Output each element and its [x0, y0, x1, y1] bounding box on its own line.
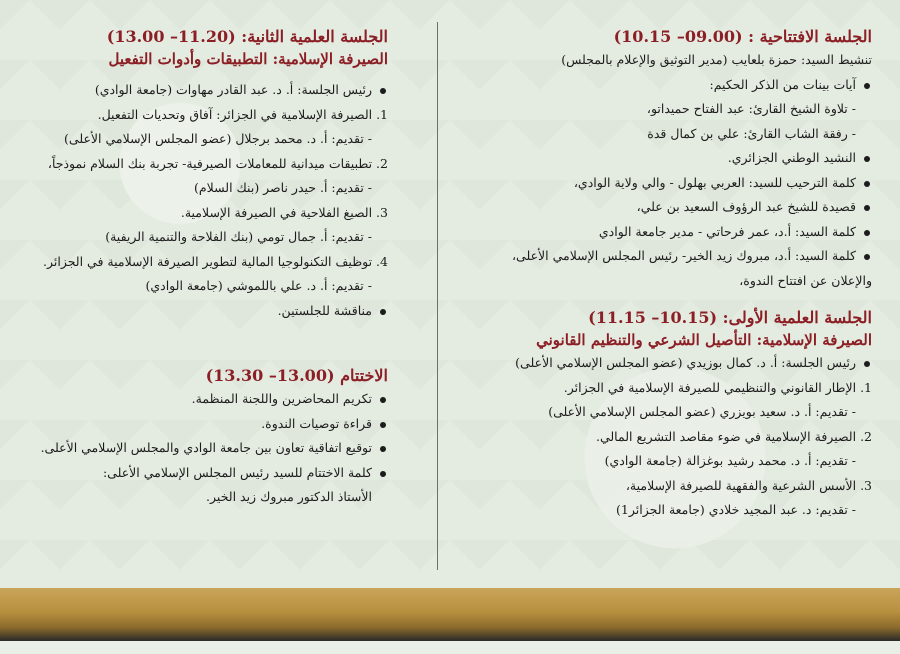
list-item: كلمة الترحيب للسيد: العربي بهلول - والي ولاية الوادي،: [472, 171, 872, 196]
list-item: قراءة توصيات الندوة.: [23, 412, 388, 437]
session1: [472, 307, 872, 523]
list-item: - تقديم: أ. د. علي باللموشي (جامعة الوادي): [145, 278, 372, 293]
list-item: كلمة السيد: أ.د، عمر فرحاتي - مدير جامعة الوادي: [472, 220, 872, 245]
list-item: - تقديم: أ. د. محمد رشيد بوغزالة (جامعة الوادي): [604, 453, 856, 468]
list-item: 1. الإطار القانوني والتنظيمي للصيرفة الإسلامية في الجزائر.: [563, 379, 872, 395]
session1-title: الجلسة العلمية الأولى: (10.15– 11.15): [588, 308, 872, 327]
footer-gold-band: [0, 588, 900, 641]
session1-list: [472, 351, 872, 523]
list-item: كلمة الاختتام للسيد رئيس المجلس الإسلامي الأعلى:: [23, 461, 388, 486]
list-item: النشيد الوطني الجزائري.: [472, 146, 872, 171]
opening-session-title: الجلسة الافتتاحية : (09.00– 10.15): [613, 27, 872, 46]
list-item: - رفقة الشاب القارئ: علي بن كمال قدة: [647, 125, 856, 141]
session2: [23, 26, 388, 323]
list-item: مناقشة للجلستين.: [23, 299, 388, 324]
opening-session: [472, 26, 872, 293]
list-item: 3. الأسس الشرعية والفقهية للصيرفة الإسلامية،: [625, 477, 872, 493]
session2-list: [23, 78, 388, 323]
list-item: قصيدة للشيخ عبد الرؤوف السعيد بن علي،: [472, 195, 872, 220]
session2-title: الجلسة العلمية الثانية: (11.20– 13.00): [106, 27, 388, 46]
session1-subtitle: الصيرفة الإسلامية: التأصيل الشرعي والتنظيم القانوني: [536, 331, 872, 349]
column-divider: [437, 22, 438, 570]
list-item: - تقديم: أ. د. محمد برجلال (عضو المجلس الإسلامي الأعلى): [64, 131, 372, 146]
list-item: 2. الصيرفة الإسلامية في ضوء مقاصد التشريع المالي.: [595, 428, 872, 444]
list-item: - تقديم: أ. جمال تومي (بنك الفلاحة والتنمية الريفية): [105, 229, 372, 244]
list-item: 3. الصيغ الفلاحية في الصيرفة الإسلامية.: [180, 204, 388, 220]
footer-strip: [0, 641, 900, 654]
opening-session-list: [472, 48, 872, 293]
left-column: [23, 26, 388, 510]
closing-session-title: الاختتام (13.00– 13.30): [205, 366, 388, 385]
closing-session: [23, 365, 388, 510]
list-item: تكريم المحاضرين واللجنة المنظمة.: [23, 387, 388, 412]
list-item: رئيس الجلسة: أ. د. كمال بوزيدي (عضو المجلس الإسلامي الأعلى): [472, 351, 872, 376]
session2-subtitle: الصيرفة الإسلامية: التطبيقات وأدوات التفعيل: [108, 50, 388, 68]
list-item: 2. تطبيقات ميدانية للمعاملات الصيرفية- تجربة بنك السلام نموذجاً،: [47, 155, 388, 171]
list-item: كلمة السيد: أ.د، مبروك زيد الخير- رئيس المجلس الإسلامي الأعلى،: [472, 244, 872, 269]
list-item: - تقديم: د. عبد المجيد خلادي (جامعة الجزائر1): [616, 502, 856, 517]
list-item: والإعلان عن افتتاح الندوة،: [739, 272, 872, 288]
list-item: 4. توظيف التكنولوجيا المالية لتطوير الصيرفة الإسلامية في الجزائر.: [43, 253, 388, 269]
right-column: [472, 26, 872, 523]
list-item: الأستاذ الدكتور مبروك زيد الخير.: [206, 489, 372, 504]
list-item: 1. الصيرفة الإسلامية في الجزائر: آفاق وتحديات التفعيل.: [97, 106, 388, 122]
list-item: - تقديم: أ. د. سعيد بويزري (عضو المجلس الإسلامي الأعلى): [548, 404, 856, 419]
list-item: تنشيط السيد: حمزة بلعايب (مدير التوثيق والإعلام بالمجلس): [561, 52, 872, 67]
closing-session-list: [23, 387, 388, 510]
list-item: - تقديم: أ. حيدر ناصر (بنك السلام): [194, 180, 372, 195]
list-item: آيات بينات من الذكر الحكيم:: [472, 73, 872, 98]
list-item: توقيع اتفاقية تعاون بين جامعة الوادي والمجلس الإسلامي الأعلى.: [23, 436, 388, 461]
list-item: رئيس الجلسة: أ. د. عبد القادر مهاوات (جامعة الوادي): [23, 78, 388, 103]
list-item: - تلاوة الشيخ القارئ: عبد الفتاح حميداتو،: [646, 101, 856, 116]
